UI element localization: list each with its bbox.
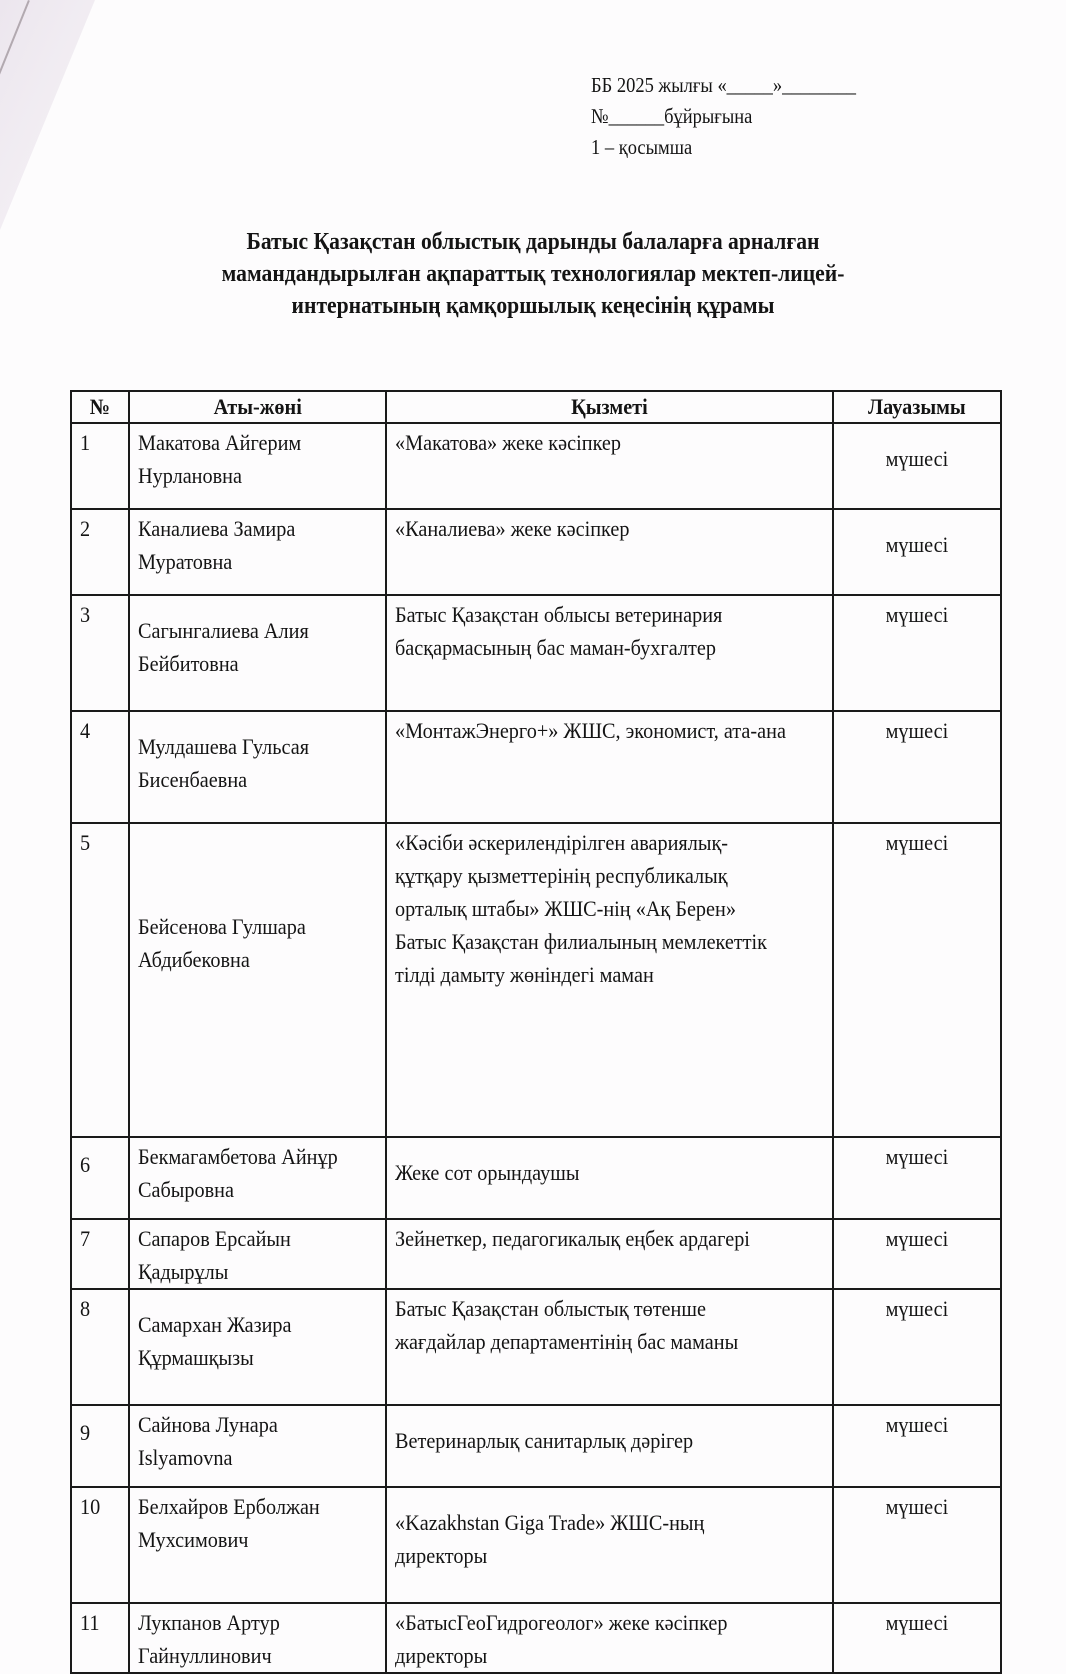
cell-position: Зейнеткер, педагогикалық еңбек ардагері <box>386 1219 833 1289</box>
appendix-line-order: №______бұйрығына <box>591 104 753 128</box>
appendix-line-number: 1 – қосымша <box>591 135 693 159</box>
title-line-2: мамандандырылған ақпараттық технологиялар мектеп-лицей- <box>221 261 845 287</box>
cell-number: 11 <box>71 1603 129 1673</box>
cell-position: Батыс Қазақстан облыстық төтенше жағдайлар департаментінің бас маманы <box>386 1289 833 1405</box>
header-role: Лауазымы <box>833 391 1001 423</box>
table-row <box>71 1219 1001 1289</box>
header-number: № <box>71 391 129 423</box>
cell-name: Белхайров Ерболжан Мухсимович <box>129 1487 386 1603</box>
cell-number: 6 <box>71 1137 129 1219</box>
page-edge-shadow <box>0 0 110 230</box>
cell-position: «БатысГеоГидрогеолог» жеке кәсіпкер директоры <box>386 1603 833 1673</box>
appendix-line-date: ББ 2025 жылғы «_____»________ <box>591 73 857 97</box>
document-title <box>143 226 922 322</box>
table-row <box>71 711 1001 823</box>
title-line-3: интернатының қамқоршылық кеңесінің құрамы <box>291 293 775 319</box>
cell-number: 4 <box>71 711 129 823</box>
cell-position: «МонтажЭнерго+» ЖШС, экономист, ата-ана <box>386 711 833 823</box>
cell-position: «Макатова» жеке кәсіпкер <box>386 423 833 509</box>
header-position: Қызметі <box>386 391 833 423</box>
table-row <box>71 423 1001 509</box>
cell-role: мүшесі <box>833 423 1001 509</box>
cell-name: Макатова Айгерим Нурлановна <box>129 423 386 509</box>
cell-role: мүшесі <box>833 823 1001 1137</box>
cell-name: Бейсенова Гулшара Абдибековна <box>129 823 386 1137</box>
cell-role: мүшесі <box>833 595 1001 711</box>
table-row <box>71 1487 1001 1603</box>
cell-position: «Кәсіби әскерилендірілген авариялық-құтқару қызметтерінің республикалық орталық штабы» ЖШС-нің «Ақ Берен» Батыс Қазақстан филиалының мемлекеттік тілді дамыту жөніндегі маман <box>386 823 833 1137</box>
cell-position: Жеке сот орындаушы <box>386 1137 833 1219</box>
cell-role: мүшесі <box>833 1603 1001 1673</box>
cell-number: 9 <box>71 1405 129 1487</box>
cell-position: «Каналиева» жеке кәсіпкер <box>386 509 833 595</box>
cell-role: мүшесі <box>833 509 1001 595</box>
cell-number: 10 <box>71 1487 129 1603</box>
cell-role: мүшесі <box>833 1289 1001 1405</box>
table-row <box>71 1289 1001 1405</box>
title-line-1: Батыс Қазақстан облыстық дарынды балаларға арналған <box>246 229 820 255</box>
members-table <box>70 390 1002 1674</box>
cell-role: мүшесі <box>833 1405 1001 1487</box>
table-row <box>71 1405 1001 1487</box>
cell-number: 1 <box>71 423 129 509</box>
cell-position: «Kazakhstan Giga Trade» ЖШС-ның директоры <box>386 1487 833 1603</box>
table-row <box>71 1603 1001 1673</box>
cell-role: мүшесі <box>833 1219 1001 1289</box>
cell-name: Самархан Жазира Құрмашқызы <box>129 1289 386 1405</box>
cell-number: 5 <box>71 823 129 1137</box>
table-header-row <box>71 391 1001 423</box>
table-row <box>71 823 1001 1137</box>
cell-position: Батыс Қазақстан облысы ветеринария басқармасының бас маман-бухгалтер <box>386 595 833 711</box>
cell-name: Сапаров Ерсайын Қадырұлы <box>129 1219 386 1289</box>
header-name: Аты-жөні <box>129 391 386 423</box>
cell-name: Бекмагамбетова Айнұр Сабыровна <box>129 1137 386 1219</box>
cell-number: 3 <box>71 595 129 711</box>
table-row <box>71 509 1001 595</box>
table-row <box>71 595 1001 711</box>
cell-name: Сайнова Лунара Islyamovna <box>129 1405 386 1487</box>
cell-role: мүшесі <box>833 1487 1001 1603</box>
appendix-reference <box>591 70 856 163</box>
cell-role: мүшесі <box>833 711 1001 823</box>
cell-role: мүшесі <box>833 1137 1001 1219</box>
cell-name: Сагынгалиева Алия Бейбитовна <box>129 595 386 711</box>
cell-number: 8 <box>71 1289 129 1405</box>
table-row <box>71 1137 1001 1219</box>
cell-name: Лукпанов Артур Гайнуллинович <box>129 1603 386 1673</box>
cell-number: 2 <box>71 509 129 595</box>
cell-position: Ветеринарлық санитарлық дәрігер <box>386 1405 833 1487</box>
cell-number: 7 <box>71 1219 129 1289</box>
cell-name: Мулдашева Гульсая Бисенбаевна <box>129 711 386 823</box>
cell-name: Каналиева Замира Муратовна <box>129 509 386 595</box>
